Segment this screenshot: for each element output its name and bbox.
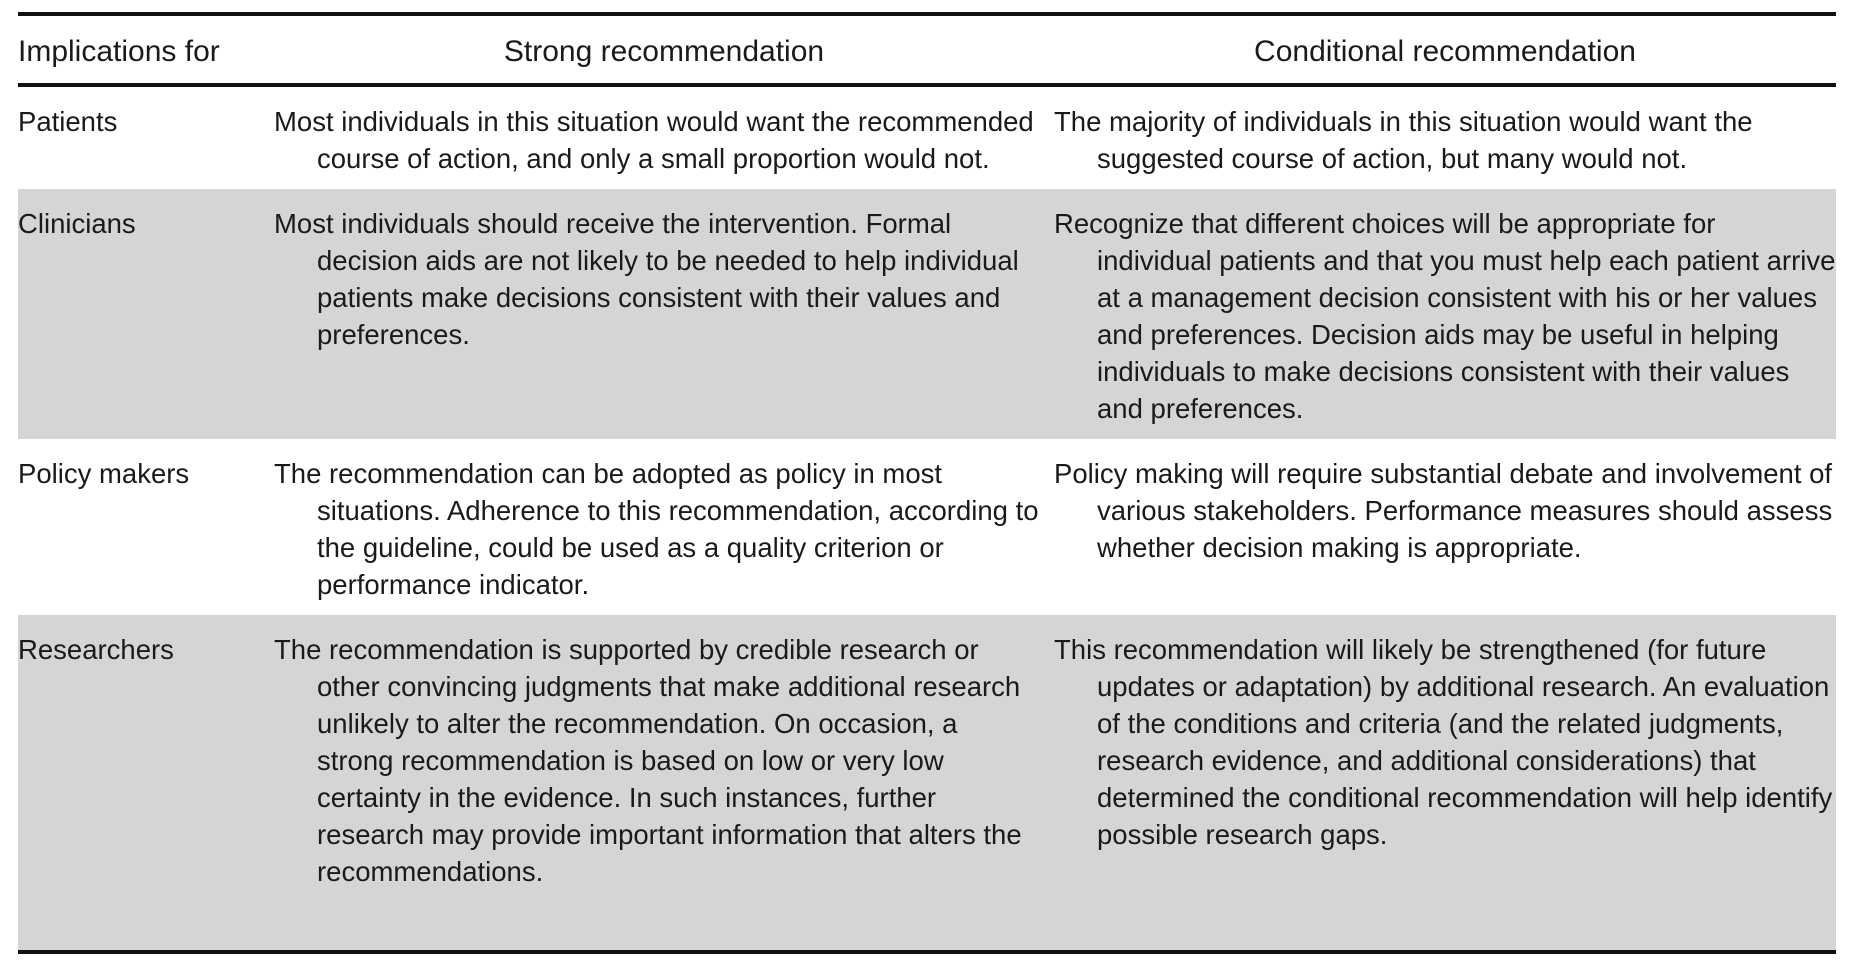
researchers-conditional-text: This recommendation will likely be strengthened (for future updates or adaptation) by additional research. An evaluation of the conditions and criteria (and the related judgments, research evidence, and additional considerations) that determined the conditional recommendation will help identify possible research gaps.: [1054, 615, 1836, 952]
header-row: [18, 14, 1836, 85]
table-header: [18, 14, 1836, 85]
header-conditional-recommendation: Conditional recommendation: [1054, 14, 1836, 85]
implications-table: [18, 12, 1836, 954]
row-label-researchers: Researchers: [18, 615, 274, 952]
policy-makers-strong-text: The recommendation can be adopted as policy in most situations. Adherence to this recommendation, according to the guideline, could be used as a quality criterion or performance indicator.: [274, 458, 1039, 600]
recommendation-implications-table: [18, 12, 1836, 954]
row-label-patients: Patients: [18, 106, 118, 137]
researchers-strong-text: The recommendation is supported by credible research or other convincing judgments that make additional research unlikely to alter the recommendation. On occasion, a strong recommendation is based on low or very low certainty in the evidence. In such instances, further research may provide important information that alters the recommendations.: [274, 615, 1054, 952]
policy-makers-conditional-text: Policy making will require substantial debate and involvement of various stakeholders. Performance measures should assess whether decision making is appropriate.: [1054, 458, 1833, 563]
table-row-researchers: [18, 615, 1836, 952]
patients-strong-text: Most individuals in this situation would want the recommended course of action, and only a small proportion would not.: [274, 106, 1034, 174]
header-implications-for: Implications for: [18, 14, 274, 85]
clinicians-conditional-text: Recognize that different choices will be appropriate for individual patients and that you must help each patient arrive at a management decision consistent with his or her values and preferences. Decision aids may be useful in helping individuals to make decisions consistent with their values and preferences.: [1054, 189, 1836, 439]
row-label-policy-makers: Policy makers: [18, 458, 190, 489]
patients-conditional-text: The majority of individuals in this situation would want the suggested course of action, but many would not.: [1054, 106, 1753, 174]
row-label-clinicians: Clinicians: [18, 189, 274, 439]
table-row-clinicians: [18, 189, 1836, 439]
table-row-policy-makers: [18, 439, 1836, 615]
table-row-patients: [18, 85, 1836, 189]
header-strong-recommendation: Strong recommendation: [274, 14, 1054, 85]
clinicians-strong-text: Most individuals should receive the intervention. Formal decision aids are not likely to be needed to help individual patients make decisions consistent with their values and preferences.: [274, 189, 1054, 439]
table-body: [18, 85, 1836, 952]
